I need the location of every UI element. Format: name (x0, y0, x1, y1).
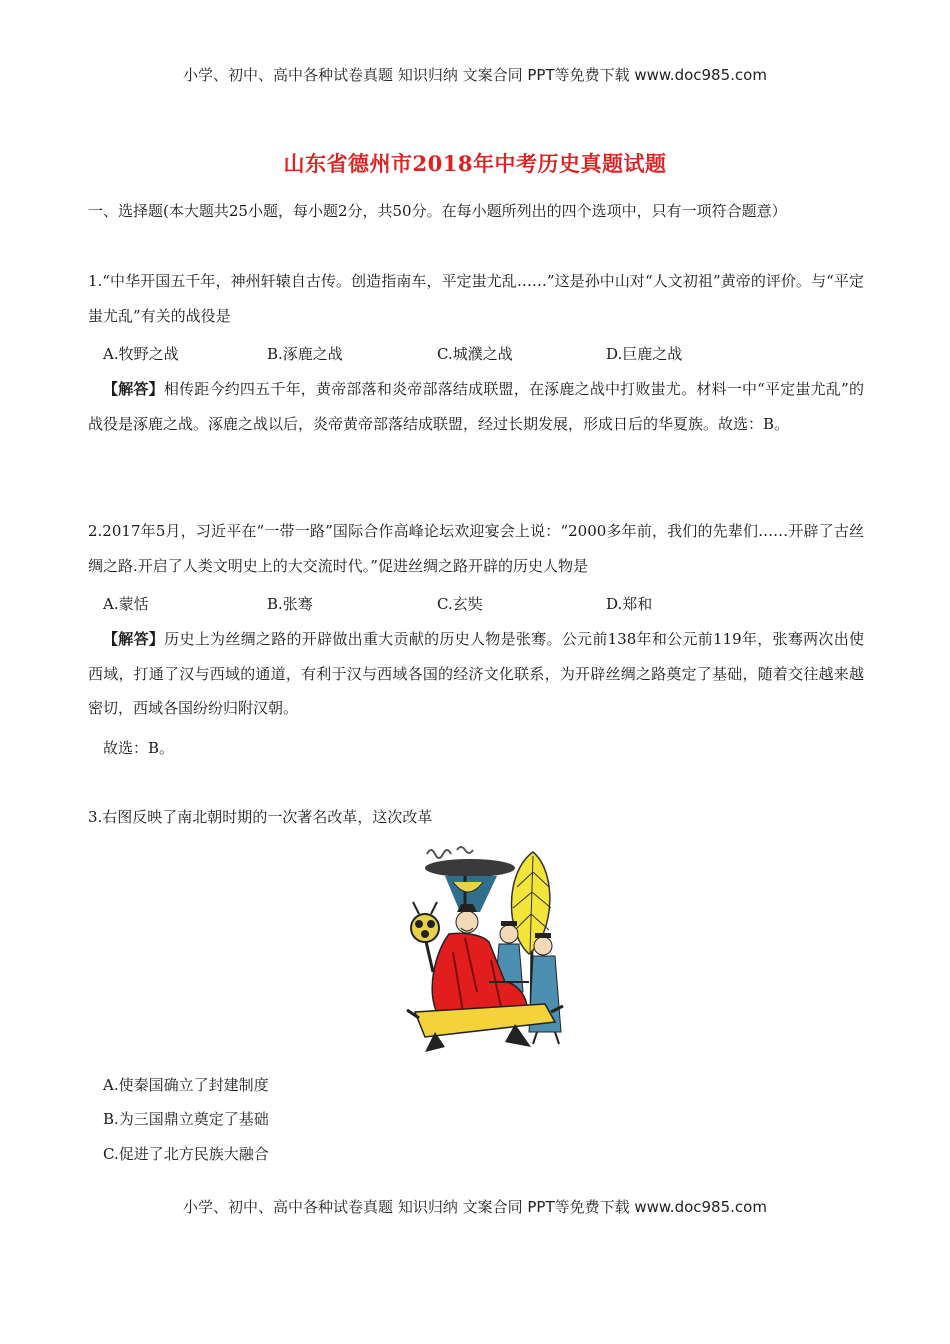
answer-text: 历史上为丝绸之路的开辟做出重大贡献的历史人物是张骞。公元前138年和公元前119年，张骞两次出使西域，打通了汉与西域的通道，有利于汉与西域各国的经济文化联系，为开辟丝绸之路奠定了基础，随着交往越来越密切，西域各国纷纷归附汉朝。 (88, 630, 864, 717)
section-intro: 一、选择题(本大题共25小题，每小题2分，共50分。在每小题所列出的四个选项中，只有一项符合题意） (88, 202, 787, 220)
option-d: D.郑和 (606, 595, 653, 613)
option-b: B.涿鹿之战 (267, 345, 343, 363)
question-1-options (103, 337, 863, 371)
option-c: C.城濮之战 (437, 345, 513, 363)
answer-label: 【解答】 (103, 630, 165, 648)
question-2-answer (88, 622, 864, 726)
question-3-stem: 3.右图反映了南北朝时期的一次著名改革，这次改革 (88, 808, 433, 826)
question-3-option-b: B.为三国鼎立奠定了基础 (103, 1110, 269, 1128)
option-b: B.张骞 (267, 595, 313, 613)
northern-wei-emperor-illustration-icon (405, 842, 565, 1057)
question-2-answer-tail: 故选：B。 (103, 739, 175, 757)
page-title: 山东省德州市2018年中考历史真题试题 (283, 151, 667, 176)
option-c: C.玄奘 (437, 595, 483, 613)
question-3-option-c: C.促进了北方民族大融合 (103, 1145, 269, 1163)
page-footer: 小学、初中、高中各种试卷真题 知识归纳 文案合同 PPT等免费下载 www.doc985.com (183, 1198, 767, 1216)
option-a: A.牧野之战 (103, 345, 179, 363)
question-3-option-a: A.使秦国确立了封建制度 (103, 1076, 269, 1094)
question-2-stem: 2.2017年5月，习近平在“一带一路”国际合作高峰论坛欢迎宴会上说：“2000多年前，我们的先辈们……开辟了古丝绸之路.开启了人类文明史上的大交流时代。”促进丝绸之路开辟的历史人物是 (88, 522, 864, 575)
question-2-options (103, 587, 863, 621)
page-header: 小学、初中、高中各种试卷真题 知识归纳 文案合同 PPT等免费下载 www.doc985.com (183, 66, 767, 84)
option-a: A.蒙恬 (103, 595, 149, 613)
question-1-stem: 1.“中华开国五千年，神州轩辕自古传。创造指南车，平定蚩尤乱……”这是孙中山对“人文初祖”黄帝的评价。与“平定蚩尤乱”有关的战役是 (88, 272, 864, 325)
question-1-answer (88, 372, 864, 441)
answer-label: 【解答】 (103, 380, 164, 398)
answer-text: 相传距今约四五千年，黄帝部落和炎帝部落结成联盟，在涿鹿之战中打败蚩尤。材料一中“平定蚩尤乱”的战役是涿鹿之战。涿鹿之战以后，炎帝黄帝部落结成联盟，经过长期发展，形成日后的华夏族。故选：B。 (88, 380, 864, 433)
option-d: D.巨鹿之战 (606, 345, 683, 363)
